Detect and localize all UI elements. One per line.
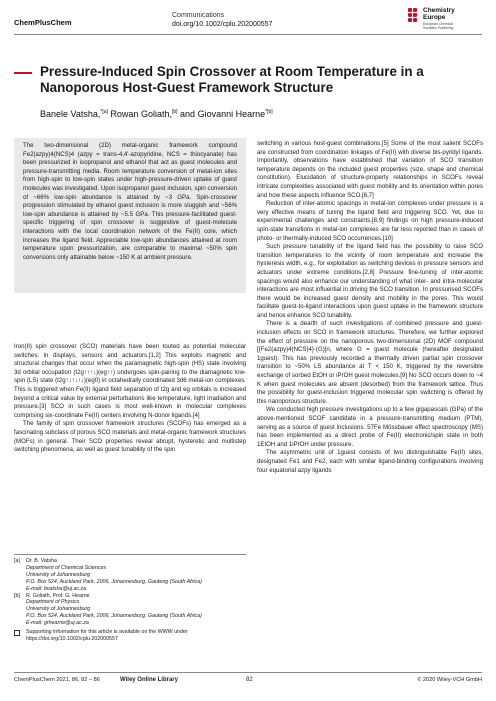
footnote-key: [b] — [14, 592, 20, 599]
author-name[interactable]: Rowan Goliath, — [110, 109, 172, 119]
footnote-email[interactable]: E-mail: bvatsha@uj.ac.za — [26, 585, 87, 592]
author-affiliation-mark: *[a] — [100, 109, 108, 115]
article-meta — [172, 11, 272, 29]
footnote-key: [a] — [14, 558, 20, 564]
logo-tagline-line2: Societies Publishing — [423, 26, 454, 31]
footnote-address-line: Department of Chemical Sciences — [26, 564, 107, 571]
footnote-address-line: University of Johannesburg — [26, 571, 91, 578]
journal-name: ChemPlusChem — [14, 18, 72, 27]
affiliation-footnote-a — [14, 558, 246, 593]
doi-link[interactable]: doi.org/10.1002/cplu.202000557 — [172, 21, 273, 28]
footnote-author: Dr. B. Vatsha — [26, 558, 57, 564]
body-paragraph: We conducted high pressure investigations up to a few gigapascals (GPa) of the above-mentioned SCOF candidate in a pressure-transmitting medium (PTM), serving as a source of guest inclusions. 57Fe Mössbauer effect spectroscopy (MS) has been implemented as a direct probe of Fe(II) electronic/spin state in both 1EtOH and 1iPrOH under pressure. — [257, 406, 483, 448]
author-name[interactable]: Banele Vatsha, — [40, 109, 101, 119]
affiliation-footnote-b — [14, 593, 246, 628]
page-number: 82 — [246, 677, 253, 683]
logo-name-line2: Europe — [423, 14, 446, 21]
title-accent-bar — [14, 72, 32, 74]
body-paragraph: Such pressure tunability of the ligand field has the possibility to raise SCO transition temperatures to the vicinity of room temperature and increase the hysteresis width, e.g., for exploitation as switching devices in pressure sensors and actuators under extreme conditions.[2,8] Pressure fine-tuning of inter-atomic spacings would also enhance our understanding of what inter- and intra-molecular interactions are most influential in driving the SCO transition. In pressurised SCOFs there would be increased guest density and mobility in the pores. This would facilitate guest-to-ligand interactions upon guest uptake in the framework structure and hence enhance SCO tunability. — [257, 243, 483, 319]
footnote-divider — [14, 554, 246, 555]
wiley-online-library-link[interactable]: Wiley Online Library — [120, 677, 178, 683]
article-title: Pressure-Induced Spin Crossover at Room Temperature in a Nanoporous Host-Guest Framework Structure — [40, 64, 424, 95]
supporting-info-icon — [14, 630, 20, 636]
supporting-info-note — [14, 629, 246, 643]
body-column-right — [257, 140, 483, 475]
author-name[interactable]: and Giovanni Hearne — [180, 109, 266, 119]
author-affiliation-mark: *[b] — [265, 109, 273, 115]
body-paragraph: Reduction of inter-atomic spacings in metal-ion complexes under pressure is a very effective means of tuning the ligand field and triggering SCO. Yet, due to experimental challenges and constraints,[8,9] findings on high pressure-induced spin-state transitions in metal-ion complexes are far less reported than in cases of photo- or thermally-induced SCO occurrences.[10] — [257, 200, 483, 242]
footnote-address-line: Department of Physics — [26, 599, 80, 606]
footer-copyright: © 2020 Wiley-VCH GmbH — [417, 677, 482, 683]
chemistry-europe-logo-icon — [408, 8, 421, 25]
article-type: Communications — [172, 12, 225, 19]
supporting-info-text[interactable]: Supporting information for this article is available on the WWW under https://doi.org/10.1002/cplu.202000557 — [26, 629, 188, 642]
author-affiliation-mark: [b] — [171, 109, 178, 115]
body-paragraph: The family of spin crossover framework structures (SCOFs) has emerged as a fascinating subclass of porous SCO materials and metal-organic framework structures (MOFs) in general. Their SCO properties reveal abrupt, hysteretic and multistep switching phenomena, as well as guest tunability of the spin — [14, 420, 246, 454]
footer-citation: ChemPlusChem 2021, 86, 82 – 86 — [14, 677, 100, 683]
footnote-address-line: P.O. Box 524, Auckland Park, 2006, Johannesburg, Gauteng (South Africa) — [26, 613, 202, 620]
footnote-address-line: University of Johannesburg — [26, 606, 91, 613]
body-paragraph: There is a dearth of such investigations of combined pressure and guest-inclusion effects on SCO in framework structures. Therefore, we further explored the effect of pressure on the nanoporous two-dimensional (2D) MOF compound [{Fe2(azpy)4(NCS)4}·(G)]n, where G = guest molecule (hereafter designated 1guest). This has previously recorded a thermally driven partial spin crossover transition to ~50% LS abundance at T < 150 K, triggered by the reversible exchange of sorbed EtOH or iPrOH guest molecules.[9] No SCO occurs down to ~4 K when guest molecules are absent (desorbed) from the framework lattice. Thus the possibility for guest-inclusion triggered molecular spin switching is offered by this nanoporous structure. — [257, 320, 483, 405]
body-column-left — [14, 343, 246, 455]
body-paragraph: Iron(II) spin crossover (SCO) materials have been touted as potential molecular switches: in displays, sensors and actuators.[1,2] This exploits magnetic and structural changes that occur when the paramagnetic high-spin (HS) state involving 3d orbital occupation (t2g↑↑↑↓)(eg↑↑) undergoes spin-pairing to the diamagnetic low-spin (LS) state (t2g↑↓↑↓↑↓)(eg0) in octahedrally coordinated 3d6 metal-ion complexes. This is triggered when Fe(II) ligand field separation of t2g and eg orbitals is increased beyond a critical value by external perturbations like temperature, light irradiation and pressure.[3] SCO in such cases is most well-known in molecular complexes comprising six-coordinate Fe(II) centers involving N-donor ligands.[4] — [14, 343, 246, 419]
logo-tagline-line1: European Chemical — [423, 22, 453, 26]
header-divider — [14, 34, 482, 35]
footnote-address-line: P.O. Box 524, Auckland Park, 2006, Johannesburg, Gauteng (South Africa) — [26, 578, 202, 585]
footnote-author: R. Goliath, Prof. G. Hearne — [26, 592, 90, 599]
logo-name-line1: Chemistry — [423, 7, 455, 14]
author-list — [40, 109, 273, 119]
affiliations-footnotes — [14, 558, 246, 643]
footnote-email[interactable]: E-mail: grhearne@uj.ac.za — [26, 620, 89, 627]
body-paragraph: switching in various host-guest combinations.[5] Some of the most salient SCOFs are constructed from coordination linkages of Fe(II) with diverse bis-pyridyl ligands. Importantly, observations have established that variation of SCO transition temperature depends on the included guest properties (size, shape and chemical constitution). Elucidation of structure-property relationships in SCOFs reveal intricate complexities associated with guest mobility and its orientation within pores and how these aspects influence SCO.[6,7] — [257, 140, 483, 199]
publisher-logo — [408, 6, 488, 36]
abstract-box: The two-dimensional (2D) metal-organic framework compound Fe2(azpy)4(NCS)4 (azpy = trans-4,4'-azopyridine, NCS = thiocyanate) has been pressurized in isopropanol and ethanol that act as guest molecules and pressure-transmitting media. Room temperature conversion of metal-ion sites from high-spin to low-spin states under high-pressure-driven uptake of guest molecules was investigated. Upon isopropanol guest inclusion, spin conversion of ~66% low-spin abundance is attained by ~3 GPa. Spin-crossover progression stimulated by ethanol guest inclusion is more sluggish and ~56% low-spin abundance is attained by ~5.5 GPa. This pressure-facilitated guest-specific triggering of spin crossover is suggestive of guest-molecule interactions with the local coordination network of the Fe(II) core, which increases the ligand field. Appreciable low-spin abundances attained at room temperature upon pressurization, are comparable to maximal ~50% spin conversions only attainable below ~150 K at ambient pressure. — [14, 138, 246, 293]
body-paragraph: The asymmetric unit of 1guest consists of two distinguishable Fe(II) sites, designated Fe1 and Fe2, each with similar ligand-binding configurations involving four equatorial azpy ligands — [257, 449, 483, 474]
footer-divider — [14, 672, 482, 673]
